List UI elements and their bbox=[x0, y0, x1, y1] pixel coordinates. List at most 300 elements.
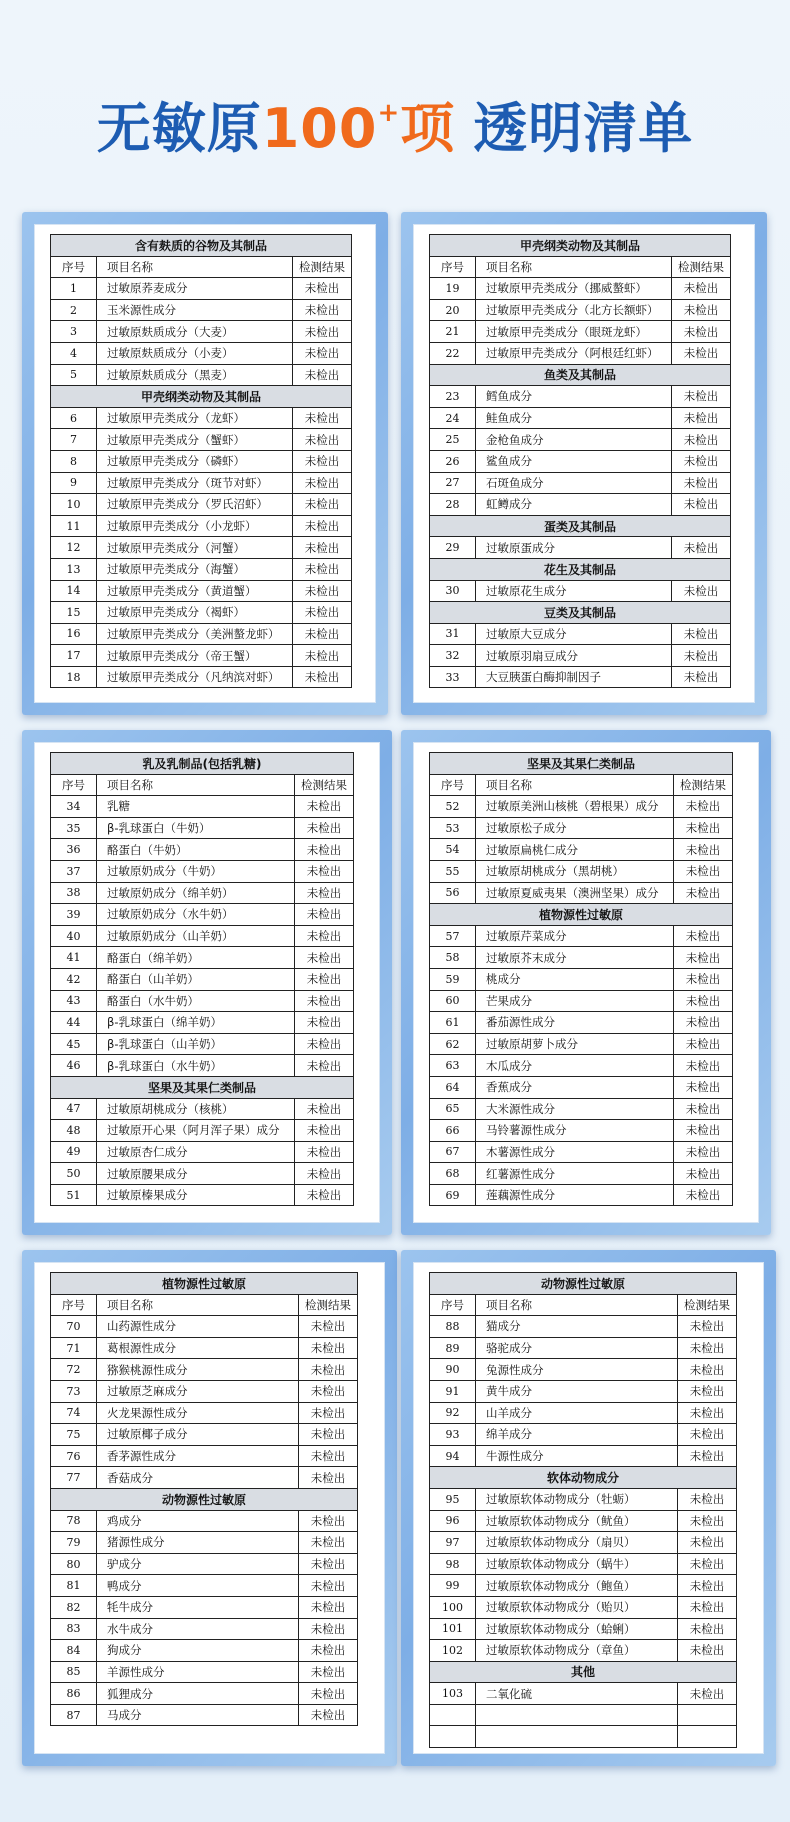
section-title: 植物源性过敏原 bbox=[430, 904, 733, 926]
item-result: 未检出 bbox=[672, 278, 731, 300]
table-row bbox=[51, 1337, 358, 1359]
section-title: 动物源性过敏原 bbox=[430, 1273, 737, 1295]
item-number: 75 bbox=[51, 1424, 97, 1446]
item-result: 未检出 bbox=[672, 666, 731, 688]
table-row bbox=[430, 1575, 737, 1597]
title-text: 无敏原 bbox=[96, 97, 262, 160]
empty-row bbox=[430, 1704, 737, 1726]
table-row bbox=[430, 817, 733, 839]
section-title: 花生及其制品 bbox=[430, 558, 731, 580]
item-number: 88 bbox=[430, 1316, 476, 1338]
table-row bbox=[430, 1683, 737, 1705]
item-number: 38 bbox=[51, 882, 97, 904]
item-number: 50 bbox=[51, 1163, 97, 1185]
table-header-row bbox=[430, 256, 731, 278]
table-row bbox=[430, 1359, 737, 1381]
item-name: 鸭成分 bbox=[97, 1575, 299, 1597]
item-number: 65 bbox=[430, 1098, 476, 1120]
header-result: 检测结果 bbox=[678, 1294, 737, 1316]
item-name: 过敏原胡桃成分（核桃） bbox=[97, 1098, 295, 1120]
item-number: 79 bbox=[51, 1532, 97, 1554]
title-number: 100 bbox=[261, 97, 378, 160]
item-result: 未检出 bbox=[674, 1012, 733, 1034]
item-result: 未检出 bbox=[293, 299, 352, 321]
section-title: 植物源性过敏原 bbox=[51, 1273, 358, 1295]
item-result: 未检出 bbox=[678, 1359, 737, 1381]
table-row bbox=[51, 1596, 358, 1618]
item-number: 55 bbox=[430, 860, 476, 882]
item-number: 68 bbox=[430, 1163, 476, 1185]
panel-paper bbox=[34, 1262, 385, 1754]
item-result: 未检出 bbox=[293, 580, 352, 602]
item-name: 过敏原榛果成分 bbox=[97, 1184, 295, 1206]
item-result: 未检出 bbox=[293, 321, 352, 343]
item-result: 未检出 bbox=[299, 1618, 358, 1640]
table-row bbox=[51, 537, 352, 559]
table-row bbox=[430, 342, 731, 364]
item-number: 30 bbox=[430, 580, 476, 602]
section-row bbox=[430, 904, 733, 926]
item-result: 未检出 bbox=[674, 882, 733, 904]
item-name: 过敏原甲壳类成分（黄道蟹） bbox=[97, 580, 293, 602]
item-number: 51 bbox=[51, 1184, 97, 1206]
item-number: 93 bbox=[430, 1424, 476, 1446]
table-row bbox=[51, 1467, 358, 1489]
section-row bbox=[51, 1273, 358, 1295]
item-number: 13 bbox=[51, 558, 97, 580]
item-result: 未检出 bbox=[293, 472, 352, 494]
item-number: 59 bbox=[430, 968, 476, 990]
item-result: 未检出 bbox=[299, 1359, 358, 1381]
item-number: 40 bbox=[51, 925, 97, 947]
table-row bbox=[430, 1618, 737, 1640]
item-result: 未检出 bbox=[295, 904, 354, 926]
table-row bbox=[430, 947, 733, 969]
table-row bbox=[51, 904, 354, 926]
table-row bbox=[430, 580, 731, 602]
item-number: 32 bbox=[430, 645, 476, 667]
header-result: 检测结果 bbox=[299, 1294, 358, 1316]
table-row bbox=[430, 537, 731, 559]
table-row bbox=[51, 278, 352, 300]
item-result: 未检出 bbox=[678, 1316, 737, 1338]
panel-2 bbox=[401, 212, 767, 715]
item-number: 34 bbox=[51, 796, 97, 818]
section-title: 乳及乳制品(包括乳糖) bbox=[51, 753, 354, 775]
item-result: 未检出 bbox=[295, 1055, 354, 1077]
item-name: 酪蛋白（水牛奶） bbox=[97, 990, 295, 1012]
item-result: 未检出 bbox=[674, 796, 733, 818]
item-number: 29 bbox=[430, 537, 476, 559]
item-number: 42 bbox=[51, 968, 97, 990]
item-result: 未检出 bbox=[672, 537, 731, 559]
item-result: 未检出 bbox=[674, 968, 733, 990]
table-row bbox=[430, 429, 731, 451]
item-result: 未检出 bbox=[299, 1510, 358, 1532]
allergen-table bbox=[429, 1272, 737, 1748]
item-name: 绵羊成分 bbox=[476, 1424, 678, 1446]
table-row bbox=[51, 839, 354, 861]
table-row bbox=[51, 342, 352, 364]
item-number: 83 bbox=[51, 1618, 97, 1640]
item-name: 过敏原美洲山核桃（碧根果）成分 bbox=[476, 796, 674, 818]
item-name: 过敏原甲壳类成分（帝王蟹） bbox=[97, 645, 293, 667]
item-number: 82 bbox=[51, 1596, 97, 1618]
item-result: 未检出 bbox=[674, 925, 733, 947]
header-no: 序号 bbox=[430, 774, 476, 796]
item-name: 过敏原甲壳类成分（罗氏沼虾） bbox=[97, 494, 293, 516]
item-result: 未检出 bbox=[678, 1683, 737, 1705]
table-row bbox=[430, 968, 733, 990]
item-number: 62 bbox=[430, 1033, 476, 1055]
item-name: 过敏原甲壳类成分（北方长额虾） bbox=[476, 299, 672, 321]
item-name: 过敏原奶成分（水牛奶） bbox=[97, 904, 295, 926]
item-number: 71 bbox=[51, 1337, 97, 1359]
table-row bbox=[430, 925, 733, 947]
item-name: 牦牛成分 bbox=[97, 1596, 299, 1618]
item-name: 羊源性成分 bbox=[97, 1661, 299, 1683]
table-row bbox=[51, 1316, 358, 1338]
item-name: 过敏原软体动物成分（鲍鱼） bbox=[476, 1575, 678, 1597]
item-result: 未检出 bbox=[674, 1120, 733, 1142]
header-name: 项目名称 bbox=[476, 256, 672, 278]
item-number: 19 bbox=[430, 278, 476, 300]
item-result: 未检出 bbox=[295, 860, 354, 882]
item-number: 39 bbox=[51, 904, 97, 926]
item-name: 猕猴桃源性成分 bbox=[97, 1359, 299, 1381]
item-result: 未检出 bbox=[299, 1661, 358, 1683]
item-name: 兔源性成分 bbox=[476, 1359, 678, 1381]
item-name: 鳕鱼成分 bbox=[476, 386, 672, 408]
item-name: 过敏原软体动物成分（章鱼） bbox=[476, 1640, 678, 1662]
item-number: 21 bbox=[430, 321, 476, 343]
item-result: 未检出 bbox=[295, 1012, 354, 1034]
item-number: 99 bbox=[430, 1575, 476, 1597]
table-header-row bbox=[51, 1294, 358, 1316]
item-name: 过敏原夏威夷果（澳洲坚果）成分 bbox=[476, 882, 674, 904]
item-number: 84 bbox=[51, 1640, 97, 1662]
item-name: 金枪鱼成分 bbox=[476, 429, 672, 451]
item-name: 过敏原麸质成分（小麦） bbox=[97, 342, 293, 364]
item-name: 过敏原甲壳类成分（凡纳滨对虾） bbox=[97, 666, 293, 688]
table-row bbox=[430, 1033, 733, 1055]
item-number: 89 bbox=[430, 1337, 476, 1359]
table-row bbox=[430, 990, 733, 1012]
table-row bbox=[51, 645, 352, 667]
item-number: 35 bbox=[51, 817, 97, 839]
item-name: 过敏原甲壳类成分（海蟹） bbox=[97, 558, 293, 580]
table-row bbox=[51, 1033, 354, 1055]
panel-paper bbox=[413, 224, 755, 703]
item-number: 74 bbox=[51, 1402, 97, 1424]
table-row bbox=[51, 623, 352, 645]
header-name: 项目名称 bbox=[476, 774, 674, 796]
item-name: 番茄源性成分 bbox=[476, 1012, 674, 1034]
item-name: 玉米源性成分 bbox=[97, 299, 293, 321]
item-result: 未检出 bbox=[678, 1445, 737, 1467]
table-row bbox=[430, 1012, 733, 1034]
item-name: 过敏原软体动物成分（牡蛎） bbox=[476, 1488, 678, 1510]
item-number: 101 bbox=[430, 1618, 476, 1640]
table-row bbox=[51, 515, 352, 537]
table-row bbox=[51, 558, 352, 580]
item-result: 未检出 bbox=[672, 450, 731, 472]
item-result: 未检出 bbox=[299, 1445, 358, 1467]
item-number: 91 bbox=[430, 1380, 476, 1402]
item-result: 未检出 bbox=[299, 1316, 358, 1338]
item-result: 未检出 bbox=[299, 1424, 358, 1446]
item-number: 17 bbox=[51, 645, 97, 667]
item-name: 过敏原羽扇豆成分 bbox=[476, 645, 672, 667]
item-name: 过敏原甲壳类成分（龙虾） bbox=[97, 407, 293, 429]
item-name: 过敏原甲壳类成分（美洲螯龙虾） bbox=[97, 623, 293, 645]
table-row bbox=[51, 1532, 358, 1554]
table-row bbox=[51, 1402, 358, 1424]
item-name: 猫成分 bbox=[476, 1316, 678, 1338]
item-number: 23 bbox=[430, 386, 476, 408]
section-row bbox=[430, 1467, 737, 1489]
table-header-row bbox=[430, 1294, 737, 1316]
item-number: 49 bbox=[51, 1141, 97, 1163]
item-name: 葛根源性成分 bbox=[97, 1337, 299, 1359]
item-name: 过敏原甲壳类成分（挪威螯虾） bbox=[476, 278, 672, 300]
item-number: 25 bbox=[430, 429, 476, 451]
item-name: 鲨鱼成分 bbox=[476, 450, 672, 472]
table-row bbox=[430, 1424, 737, 1446]
item-result: 未检出 bbox=[678, 1488, 737, 1510]
item-result: 未检出 bbox=[299, 1553, 358, 1575]
item-result: 未检出 bbox=[678, 1575, 737, 1597]
table-row bbox=[51, 817, 354, 839]
item-name: 过敏原甲壳类成分（磷虾） bbox=[97, 450, 293, 472]
table-row bbox=[430, 1596, 737, 1618]
item-result: 未检出 bbox=[295, 1120, 354, 1142]
item-number: 73 bbox=[51, 1380, 97, 1402]
item-result: 未检出 bbox=[678, 1380, 737, 1402]
table-row bbox=[51, 925, 354, 947]
item-name: 山羊成分 bbox=[476, 1402, 678, 1424]
item-result: 未检出 bbox=[672, 407, 731, 429]
item-number: 33 bbox=[430, 666, 476, 688]
item-name: 虹鳟成分 bbox=[476, 494, 672, 516]
item-number: 37 bbox=[51, 860, 97, 882]
table-row bbox=[430, 1163, 733, 1185]
item-number: 16 bbox=[51, 623, 97, 645]
item-result: 未检出 bbox=[293, 537, 352, 559]
table-row bbox=[51, 407, 352, 429]
table-row bbox=[430, 1488, 737, 1510]
item-number: 103 bbox=[430, 1683, 476, 1705]
table-row bbox=[430, 1380, 737, 1402]
item-result: 未检出 bbox=[672, 321, 731, 343]
table-row bbox=[51, 1445, 358, 1467]
item-result: 未检出 bbox=[674, 839, 733, 861]
item-result: 未检出 bbox=[678, 1596, 737, 1618]
item-name: 鲑鱼成分 bbox=[476, 407, 672, 429]
item-number: 97 bbox=[430, 1532, 476, 1554]
table-row bbox=[51, 321, 352, 343]
allergen-table bbox=[50, 752, 354, 1206]
item-name: 过敏原甲壳类成分（蟹虾） bbox=[97, 429, 293, 451]
item-result: 未检出 bbox=[293, 364, 352, 386]
section-row bbox=[430, 558, 731, 580]
header-result: 检测结果 bbox=[295, 774, 354, 796]
item-name: 鸡成分 bbox=[97, 1510, 299, 1532]
table-row bbox=[51, 990, 354, 1012]
item-name: 香茅源性成分 bbox=[97, 1445, 299, 1467]
page-title bbox=[0, 78, 790, 164]
item-result: 未检出 bbox=[674, 1184, 733, 1206]
table-row bbox=[51, 1012, 354, 1034]
item-number: 48 bbox=[51, 1120, 97, 1142]
panel-3 bbox=[22, 730, 392, 1235]
table-row bbox=[51, 1120, 354, 1142]
item-number: 60 bbox=[430, 990, 476, 1012]
item-number: 102 bbox=[430, 1640, 476, 1662]
section-title: 豆类及其制品 bbox=[430, 602, 731, 624]
item-result: 未检出 bbox=[674, 990, 733, 1012]
section-row bbox=[51, 235, 352, 257]
item-name: 山药源性成分 bbox=[97, 1316, 299, 1338]
table-row bbox=[430, 1055, 733, 1077]
item-result: 未检出 bbox=[295, 817, 354, 839]
item-number: 54 bbox=[430, 839, 476, 861]
item-number: 87 bbox=[51, 1704, 97, 1726]
item-name: 过敏原软体动物成分（贻贝） bbox=[476, 1596, 678, 1618]
item-name: 狗成分 bbox=[97, 1640, 299, 1662]
item-name: 过敏原甲壳类成分（小龙虾） bbox=[97, 515, 293, 537]
item-result: 未检出 bbox=[674, 1163, 733, 1185]
item-number: 45 bbox=[51, 1033, 97, 1055]
item-name: 芒果成分 bbox=[476, 990, 674, 1012]
allergen-table bbox=[429, 752, 733, 1206]
table-header-row bbox=[430, 774, 733, 796]
item-result: 未检出 bbox=[293, 278, 352, 300]
item-number: 31 bbox=[430, 623, 476, 645]
item-result: 未检出 bbox=[295, 1163, 354, 1185]
item-name: 狐狸成分 bbox=[97, 1683, 299, 1705]
allergen-table bbox=[50, 234, 352, 688]
item-name: 驴成分 bbox=[97, 1553, 299, 1575]
item-result: 未检出 bbox=[672, 342, 731, 364]
empty-cell bbox=[476, 1726, 678, 1748]
item-result: 未检出 bbox=[672, 580, 731, 602]
item-number: 9 bbox=[51, 472, 97, 494]
section-row bbox=[430, 515, 731, 537]
header-no: 序号 bbox=[51, 774, 97, 796]
item-result: 未检出 bbox=[295, 1098, 354, 1120]
item-name: 过敏原蛋成分 bbox=[476, 537, 672, 559]
table-row bbox=[51, 1575, 358, 1597]
item-name: 过敏原奶成分（牛奶） bbox=[97, 860, 295, 882]
item-result: 未检出 bbox=[293, 515, 352, 537]
item-number: 56 bbox=[430, 882, 476, 904]
item-result: 未检出 bbox=[295, 968, 354, 990]
item-result: 未检出 bbox=[678, 1337, 737, 1359]
allergen-table bbox=[429, 234, 731, 688]
table-header-row bbox=[51, 256, 352, 278]
item-result: 未检出 bbox=[674, 1141, 733, 1163]
table-row bbox=[430, 1532, 737, 1554]
item-number: 26 bbox=[430, 450, 476, 472]
item-number: 69 bbox=[430, 1184, 476, 1206]
item-number: 11 bbox=[51, 515, 97, 537]
item-name: 大豆胰蛋白酶抑制因子 bbox=[476, 666, 672, 688]
table-row bbox=[51, 494, 352, 516]
table-row bbox=[430, 1510, 737, 1532]
table-row bbox=[51, 1553, 358, 1575]
item-number: 100 bbox=[430, 1596, 476, 1618]
table-row bbox=[430, 299, 731, 321]
header-name: 项目名称 bbox=[97, 774, 295, 796]
item-name: 过敏原软体动物成分（扇贝） bbox=[476, 1532, 678, 1554]
table-row bbox=[51, 968, 354, 990]
table-row bbox=[430, 278, 731, 300]
item-result: 未检出 bbox=[295, 1033, 354, 1055]
item-number: 7 bbox=[51, 429, 97, 451]
item-number: 57 bbox=[430, 925, 476, 947]
item-result: 未检出 bbox=[299, 1683, 358, 1705]
table-row bbox=[51, 947, 354, 969]
table-row bbox=[430, 1553, 737, 1575]
item-result: 未检出 bbox=[293, 407, 352, 429]
item-result: 未检出 bbox=[678, 1424, 737, 1446]
panel-paper bbox=[34, 742, 380, 1223]
item-number: 24 bbox=[430, 407, 476, 429]
table-row bbox=[430, 666, 731, 688]
table-row bbox=[51, 1704, 358, 1726]
table-row bbox=[51, 602, 352, 624]
item-name: 酪蛋白（山羊奶） bbox=[97, 968, 295, 990]
item-name: β-乳球蛋白（牛奶） bbox=[97, 817, 295, 839]
item-number: 76 bbox=[51, 1445, 97, 1467]
item-name: 木薯源性成分 bbox=[476, 1141, 674, 1163]
item-name: 过敏原胡萝卜成分 bbox=[476, 1033, 674, 1055]
item-result: 未检出 bbox=[293, 450, 352, 472]
panel-5 bbox=[22, 1250, 397, 1766]
item-number: 28 bbox=[430, 494, 476, 516]
item-result: 未检出 bbox=[678, 1510, 737, 1532]
item-name: 桃成分 bbox=[476, 968, 674, 990]
item-number: 81 bbox=[51, 1575, 97, 1597]
item-result: 未检出 bbox=[672, 429, 731, 451]
item-number: 86 bbox=[51, 1683, 97, 1705]
table-row bbox=[430, 860, 733, 882]
table-row bbox=[51, 1510, 358, 1532]
item-result: 未检出 bbox=[293, 558, 352, 580]
item-result: 未检出 bbox=[293, 429, 352, 451]
item-result: 未检出 bbox=[678, 1640, 737, 1662]
table-row bbox=[430, 386, 731, 408]
item-number: 70 bbox=[51, 1316, 97, 1338]
section-title: 其他 bbox=[430, 1661, 737, 1683]
item-result: 未检出 bbox=[674, 1055, 733, 1077]
item-number: 47 bbox=[51, 1098, 97, 1120]
section-title: 鱼类及其制品 bbox=[430, 364, 731, 386]
table-row bbox=[430, 321, 731, 343]
item-name: 过敏原甲壳类成分（河蟹） bbox=[97, 537, 293, 559]
empty-cell bbox=[430, 1726, 476, 1748]
item-number: 44 bbox=[51, 1012, 97, 1034]
item-name: 马铃薯源性成分 bbox=[476, 1120, 674, 1142]
table-row bbox=[430, 1098, 733, 1120]
item-result: 未检出 bbox=[299, 1402, 358, 1424]
item-name: 木瓜成分 bbox=[476, 1055, 674, 1077]
section-row bbox=[430, 602, 731, 624]
item-number: 72 bbox=[51, 1359, 97, 1381]
item-number: 15 bbox=[51, 602, 97, 624]
item-number: 1 bbox=[51, 278, 97, 300]
